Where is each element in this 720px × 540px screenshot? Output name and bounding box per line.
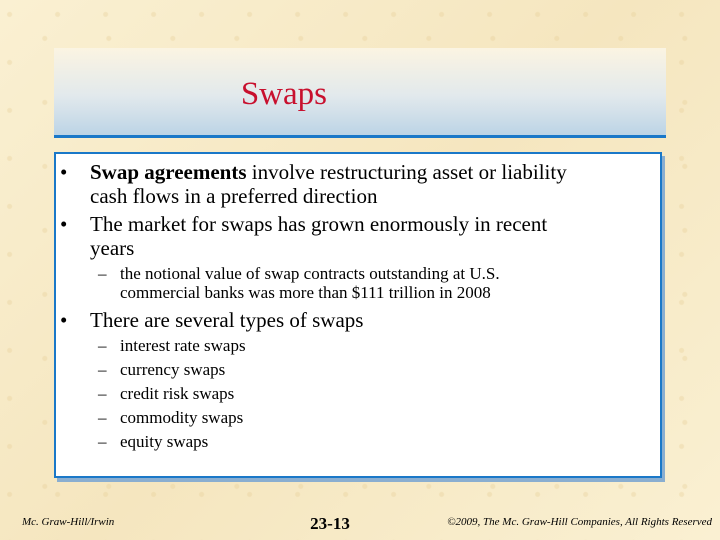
sub-bullet-text-cont: commercial banks was more than $111 trillion in 2008 <box>120 283 491 302</box>
title-bar <box>54 48 666 138</box>
dash-marker: – <box>98 432 107 451</box>
bullet-text: involve restructuring asset or liability <box>246 160 567 184</box>
dash-marker: – <box>98 336 107 355</box>
slide-title: Swaps <box>240 76 327 112</box>
bullet-marker: • <box>60 308 68 332</box>
sub-bullet-text: the notional value of swap contracts outstanding at U.S. <box>120 264 500 283</box>
swap-type-text: credit risk swaps <box>120 384 235 403</box>
bullet-text-cont: years <box>90 236 135 260</box>
footer-copyright: ©2009, The Mc. Graw-Hill Companies, All Rights Reserved <box>447 516 712 528</box>
bold-term: Swap agreements <box>90 160 247 184</box>
footer-publisher: Mc. Graw-Hill/Irwin <box>22 516 115 528</box>
swap-type-text: commodity swaps <box>120 408 244 427</box>
content-box <box>54 152 662 478</box>
swap-type-text: interest rate swaps <box>120 336 246 355</box>
swap-type-text: currency swaps <box>120 360 226 379</box>
dash-marker: – <box>98 408 107 427</box>
dash-marker: – <box>98 384 107 403</box>
bullet-text-cont: cash flows in a preferred direction <box>90 184 378 208</box>
dash-marker: – <box>98 360 107 379</box>
bullet-marker: • <box>60 212 68 236</box>
bullet-marker: • <box>60 160 68 184</box>
bullet-text: There are several types of swaps <box>90 308 364 332</box>
dash-marker: – <box>98 264 107 283</box>
swap-type-text: equity swaps <box>120 432 209 451</box>
footer-page-number: 23-13 <box>310 514 350 533</box>
bullet-text: The market for swaps has grown enormously in recent <box>90 212 548 236</box>
